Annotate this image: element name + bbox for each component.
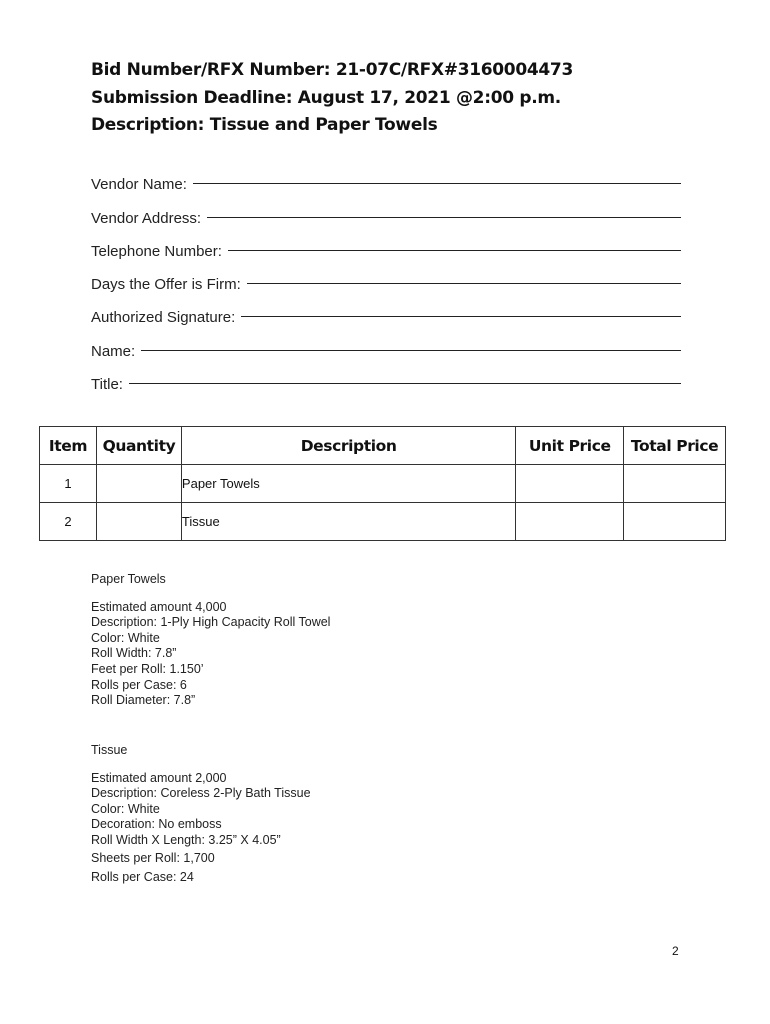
spec-line: Description: 1-Ply High Capacity Roll Towel [91,615,331,630]
item-cell: 1 [40,465,97,503]
name-field[interactable] [91,326,681,359]
header-unit-price: Unit Price [516,427,624,465]
signature-field[interactable] [91,293,681,326]
description-cell: Paper Towels [181,465,515,503]
header-description: Description [181,427,515,465]
fill-line[interactable] [129,383,681,384]
quantity-cell[interactable] [96,503,181,541]
spec-line: Rolls per Case: 24 [91,870,194,885]
spec-line: Roll Width: 7.8” [91,646,177,661]
vendor-name-field[interactable] [91,160,681,193]
field-label: Authorized Signature: [91,309,236,327]
total-price-cell[interactable] [624,465,726,503]
table-row [40,465,726,503]
quantity-cell[interactable] [96,465,181,503]
field-label: Vendor Address: [91,209,202,227]
unit-price-cell[interactable] [516,503,624,541]
unit-price-cell[interactable] [516,465,624,503]
spec-title: Paper Towels [91,572,166,586]
submission-deadline: Submission Deadline: August 17, 2021 @2:00 p.m. [91,87,561,108]
field-label: Name: [91,342,136,360]
bid-number: Bid Number/RFX Number: 21-07C/RFX#3160004473 [91,60,573,80]
fill-line[interactable] [193,183,681,184]
fill-line[interactable] [207,217,681,218]
spec-title: Tissue [91,743,128,757]
spec-line: Feet per Roll: 1.150’ [91,661,204,676]
field-label: Telephone Number: [91,242,222,260]
table-row [40,503,726,541]
header-total-price: Total Price [624,427,726,465]
field-label: Vendor Name: [91,176,187,194]
spec-line: Estimated amount 2,000 [91,770,227,785]
spec-line: Estimated amount 4,000 [91,599,227,614]
fill-line[interactable] [141,350,681,351]
spec-line: Rolls per Case: 6 [91,677,187,692]
telephone-field[interactable] [91,227,681,260]
fill-line[interactable] [241,316,681,317]
spec-line: Color: White [91,630,160,645]
bid-description: Description: Tissue and Paper Towels [91,115,438,135]
item-cell: 2 [40,503,97,541]
title-field[interactable] [91,360,681,393]
spec-line: Roll Diameter: 7.8” [91,693,196,708]
spec-line: Roll Width X Length: 3.25” X 4.05” [91,832,281,847]
spec-line: Description: Coreless 2-Ply Bath Tissue [91,786,311,801]
paper-towels-spec [91,572,330,709]
tissue-spec [91,743,311,886]
field-label: Days the Offer is Firm: [91,276,241,294]
spec-line: Color: White [91,801,160,816]
table-header-row [40,427,726,465]
fill-line[interactable] [247,283,681,284]
total-price-cell[interactable] [624,503,726,541]
page-number: 2 [672,944,679,958]
vendor-form [91,160,681,393]
offer-firm-days-field[interactable] [91,260,681,293]
spec-line: Decoration: No emboss [91,817,222,832]
bid-items-table [39,426,726,541]
spec-line: Sheets per Roll: 1,700 [91,850,215,865]
header-item: Item [40,427,97,465]
description-cell: Tissue [181,503,515,541]
field-label: Title: [91,376,123,394]
bid-header [91,57,573,140]
header-quantity: Quantity [96,427,181,465]
fill-line[interactable] [228,250,681,251]
vendor-address-field[interactable] [91,193,681,226]
